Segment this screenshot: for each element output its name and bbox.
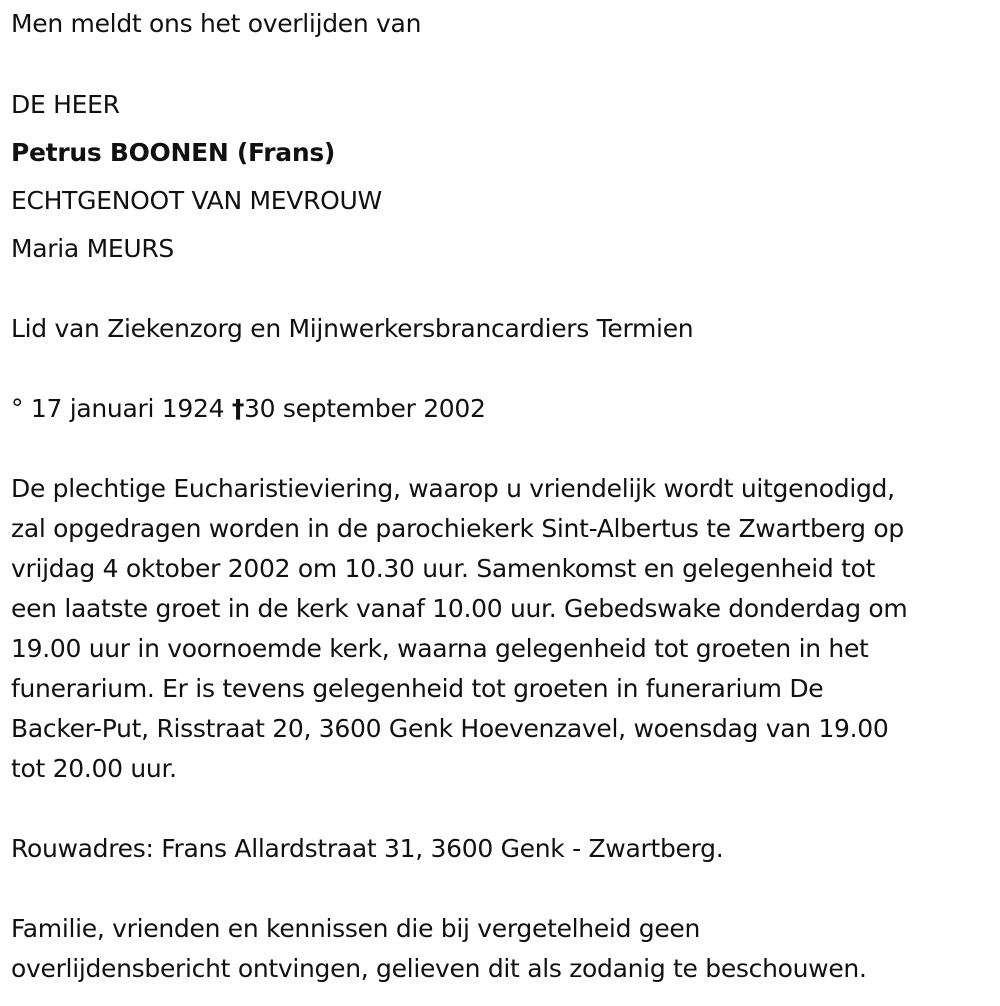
relation-text: ECHTGENOOT VAN MEVROUW — [11, 186, 382, 215]
ceremony-line: zal opgedragen worden in de parochiekerk Sint-Albertus te Zwartberg op — [11, 514, 904, 543]
closing-line: Familie, vrienden en kennissen die bij vergetelheid geen — [11, 914, 701, 943]
mourning-address: Rouwadres: Frans Allardstraat 31, 3600 Genk - Zwartberg. — [11, 834, 724, 863]
closing-paragraph — [11, 909, 996, 989]
title-text: DE HEER — [11, 90, 120, 119]
spouse-name: Maria MEURS — [11, 234, 174, 263]
death-cross-icon: † — [231, 394, 245, 423]
birth-date: 17 januari 1924 — [30, 394, 225, 423]
life-dates — [11, 389, 486, 429]
ceremony-line: vrijdag 4 oktober 2002 om 10.30 uur. Samenkomst en gelegenheid tot — [11, 554, 876, 583]
closing-line: overlijdensbericht ontvingen, gelieven dit als zodanig te beschouwen. — [11, 954, 867, 983]
intro-text: Men meldt ons het overlijden van — [11, 9, 422, 38]
ceremony-line: een laatste groet in de kerk vanaf 10.00 uur. Gebedswake donderdag om — [11, 594, 908, 623]
ceremony-line: Backer-Put, Risstraat 20, 3600 Genk Hoevenzavel, woensdag van 19.00 — [11, 714, 889, 743]
ceremony-line: funerarium. Er is tevens gelegenheid tot groeten in funerarium De — [11, 674, 824, 703]
membership-text: Lid van Ziekenzorg en Mijnwerkersbrancardiers Termien — [11, 314, 694, 343]
ceremony-line: tot 20.00 uur. — [11, 754, 177, 783]
ceremony-paragraph — [11, 469, 996, 789]
birth-symbol: ° — [11, 394, 24, 423]
ceremony-line: De plechtige Eucharistieviering, waarop u vriendelijk wordt uitgenodigd, — [11, 474, 895, 503]
ceremony-line: 19.00 uur in voornoemde kerk, waarna gelegenheid tot groeten in het — [11, 634, 869, 663]
deceased-name: Petrus BOONEN (Frans) — [11, 138, 336, 167]
death-date: 30 september 2002 — [244, 394, 486, 423]
